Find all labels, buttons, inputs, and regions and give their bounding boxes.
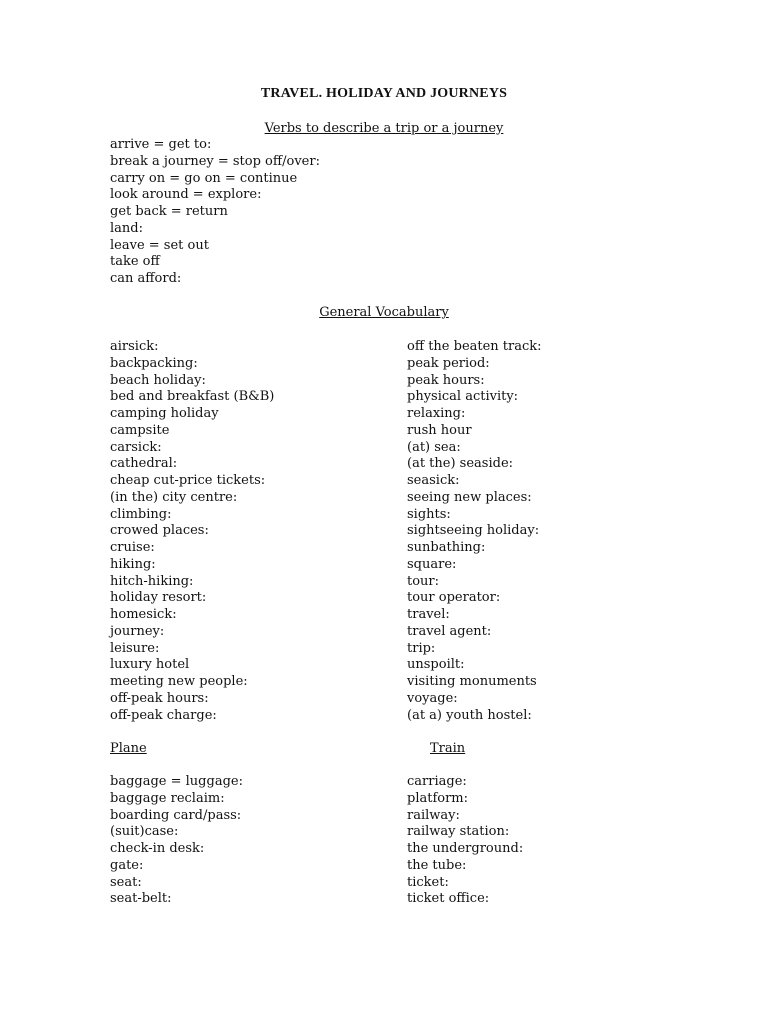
vocabulary-item: cathedral: xyxy=(110,456,178,472)
vocabulary-item: leisure: xyxy=(110,640,160,656)
vocabulary-item: hitch-hiking: xyxy=(110,573,194,589)
plane-vocabulary-list xyxy=(110,774,243,908)
train-heading: Train xyxy=(430,741,466,756)
vocabulary-item: journey: xyxy=(110,623,165,639)
verbs-heading: Verbs to describe a trip or a journey xyxy=(264,121,504,136)
vocabulary-item: airsick: xyxy=(110,339,159,354)
vocabulary-item: beach holiday: xyxy=(110,372,206,388)
plane-vocabulary-item: boarding card/pass: xyxy=(110,807,242,823)
vocabulary-item: crowed places: xyxy=(110,523,209,539)
vocabulary-item: homesick: xyxy=(110,607,177,622)
vocabulary-item: off-peak charge: xyxy=(110,707,217,723)
plane-vocabulary-item: check-in desk: xyxy=(110,841,205,856)
vocabulary-item: seasick: xyxy=(407,473,460,488)
plane-vocabulary-item: seat: xyxy=(110,874,142,890)
vocabulary-item: relaxing: xyxy=(407,406,466,421)
vocabulary-item: (at) sea: xyxy=(407,439,461,455)
vocabulary-item: sunbathing: xyxy=(407,540,486,555)
vocabulary-item: hiking: xyxy=(110,556,156,572)
vocabulary-item: tour: xyxy=(407,573,440,589)
plane-vocabulary-item: gate: xyxy=(110,857,144,873)
vocabulary-item: sights: xyxy=(407,506,451,522)
vocabulary-item: bed and breakfast (B&B) xyxy=(110,389,275,405)
general-vocabulary-right-column xyxy=(407,339,542,724)
vocabulary-item: luxury hotel xyxy=(110,657,190,673)
verb-item: arrive = get to: xyxy=(110,137,212,152)
train-vocabulary-list xyxy=(407,774,523,908)
document-title: TRAVEL. HOLIDAY AND JOURNEYS xyxy=(260,86,508,101)
verbs-list xyxy=(110,137,320,288)
vocabulary-item: camping holiday xyxy=(110,406,219,421)
vocabulary-item: square: xyxy=(407,556,457,572)
vocabulary-item: peak period: xyxy=(407,355,490,371)
vocabulary-item: tour operator: xyxy=(407,590,501,606)
train-vocabulary-item: railway: xyxy=(407,807,460,823)
vocabulary-item: travel agent: xyxy=(407,623,492,639)
vocabulary-item: sightseeing holiday: xyxy=(407,523,540,539)
vocabulary-item: backpacking: xyxy=(110,355,198,371)
vocabulary-item: off the beaten track: xyxy=(407,339,542,354)
verb-item: break a journey = stop off/over: xyxy=(110,153,320,169)
vocabulary-item: seeing new places: xyxy=(407,489,532,505)
verb-item: take off xyxy=(110,254,160,270)
general-vocabulary-heading: General Vocabulary xyxy=(319,305,449,320)
vocabulary-item: climbing: xyxy=(110,506,172,522)
train-vocabulary-item: carriage: xyxy=(407,774,467,789)
plane-vocabulary-item: baggage = luggage: xyxy=(110,774,243,789)
plane-heading: Plane xyxy=(110,741,147,756)
train-vocabulary-item: the underground: xyxy=(407,841,524,856)
train-vocabulary-item: railway station: xyxy=(407,824,510,840)
vocabulary-item: rush hour xyxy=(407,422,472,438)
plane-vocabulary-item: seat-belt: xyxy=(110,891,172,907)
vocabulary-item: campsite xyxy=(110,422,170,438)
vocabulary-item: physical activity: xyxy=(407,389,519,405)
train-vocabulary-item: platform: xyxy=(407,790,469,806)
vocabulary-item: (in the) city centre: xyxy=(110,489,238,505)
vocabulary-item: holiday resort: xyxy=(110,590,207,606)
verb-item: leave = set out xyxy=(110,237,209,253)
general-vocabulary-left-column xyxy=(110,339,274,724)
train-vocabulary-item: ticket office: xyxy=(407,891,490,907)
vocabulary-item: trip: xyxy=(407,640,436,656)
plane-vocabulary-item: (suit)case: xyxy=(110,824,179,840)
vocabulary-item: travel: xyxy=(407,607,450,622)
verb-item: land: xyxy=(110,220,143,236)
vocabulary-item: carsick: xyxy=(110,439,162,455)
train-vocabulary-item: ticket: xyxy=(407,874,449,890)
vocabulary-item: cheap cut-price tickets: xyxy=(110,473,266,488)
verb-item: carry on = go on = continue xyxy=(110,170,298,186)
vocabulary-item: off-peak hours: xyxy=(110,690,209,706)
train-vocabulary-item: the tube: xyxy=(407,857,467,873)
vocabulary-item: unspoilt: xyxy=(407,657,465,673)
plane-vocabulary-item: baggage reclaim: xyxy=(110,790,225,806)
verb-item: look around = explore: xyxy=(110,187,262,203)
vocabulary-item: (at the) seaside: xyxy=(407,456,514,472)
vocabulary-item: cruise: xyxy=(110,540,155,555)
vocabulary-item: (at a) youth hostel: xyxy=(407,707,532,723)
vocabulary-item: meeting new people: xyxy=(110,674,248,689)
vocabulary-item: voyage: xyxy=(407,690,458,706)
verb-item: get back = return xyxy=(110,204,228,219)
vocabulary-item: peak hours: xyxy=(407,372,485,388)
verb-item: can afford: xyxy=(110,271,182,286)
vocabulary-item: visiting monuments xyxy=(407,674,537,689)
